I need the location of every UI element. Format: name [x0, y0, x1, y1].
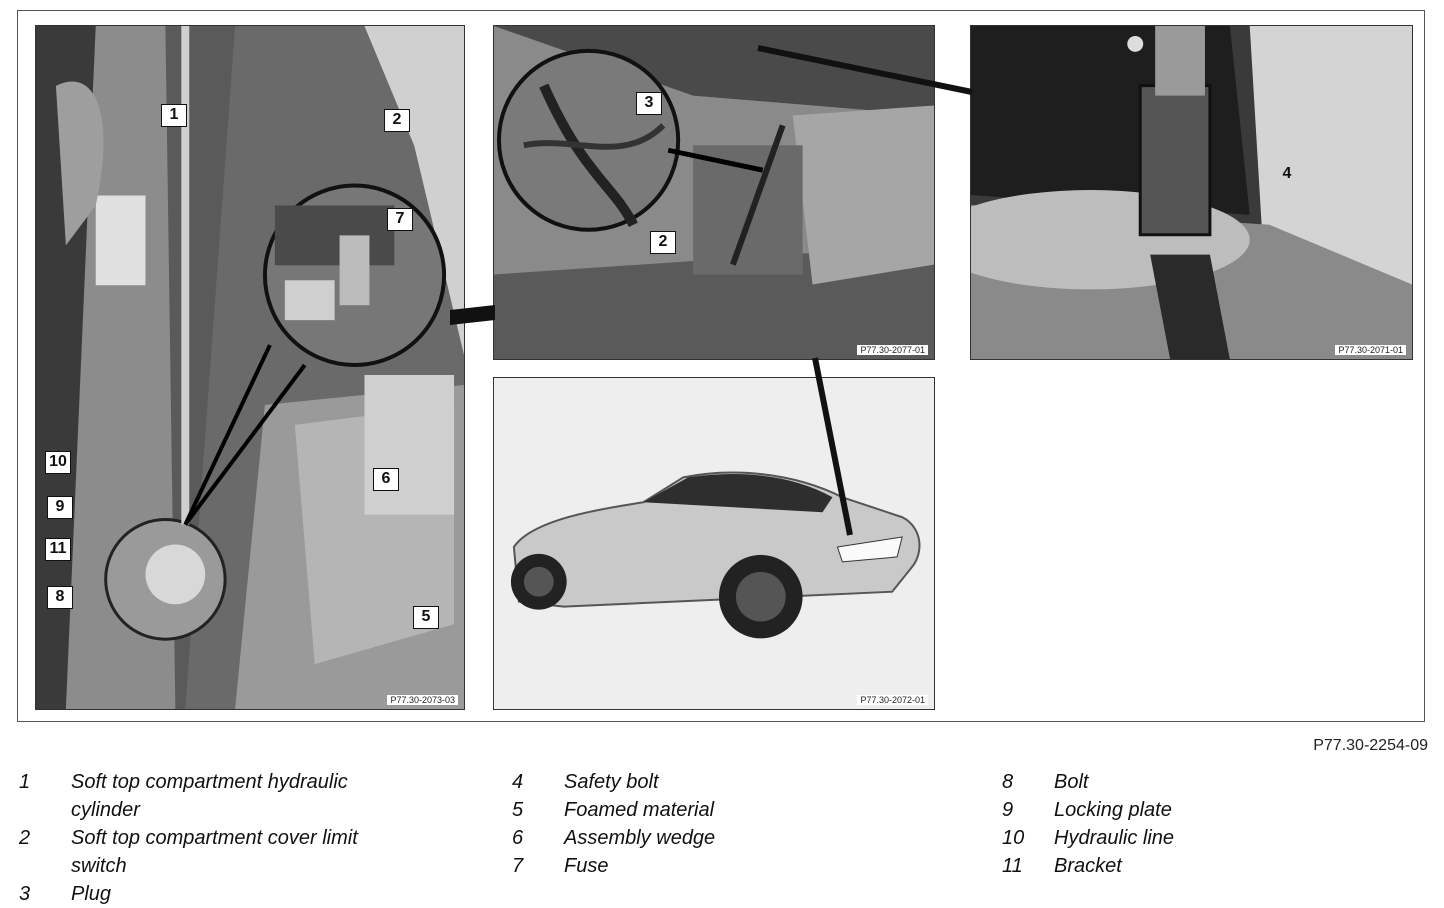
callout-9: 9 [47, 496, 73, 519]
photo-code: P77.30-2073-03 [387, 695, 458, 705]
legend-item: 5 Foamed material [512, 799, 715, 821]
legend-item: 2 Soft top compartment cover limit switch [19, 827, 358, 877]
callout-6: 6 [373, 468, 399, 491]
legend-item: 6 Assembly wedge [512, 827, 716, 849]
photo-car-image [494, 378, 934, 709]
legend-item: 1 Soft top compartment hydraulic cylinder [19, 771, 348, 821]
photo-car [493, 377, 935, 710]
callout-3: 3 [636, 92, 662, 115]
callout-2b: 2 [650, 231, 676, 254]
legend-item: 3 Plug [19, 883, 112, 905]
photo-code: P77.30-2071-01 [1335, 345, 1406, 355]
photo-code: P77.30-2077-01 [857, 345, 928, 355]
photo-trunk-wiring-image [494, 26, 934, 359]
callout-7: 7 [387, 208, 413, 231]
figure-code: P77.30-2254-09 [1313, 737, 1428, 754]
callout-11: 11 [45, 538, 71, 561]
callout-5: 5 [413, 606, 439, 629]
legend-item: 9 Locking plate [1002, 799, 1172, 821]
photo-code: P77.30-2072-01 [857, 695, 928, 705]
legend-item: 4 Safety bolt [512, 771, 659, 793]
legend-item: 11 Bracket [1002, 855, 1122, 877]
callout-4: 4 [1282, 165, 1292, 182]
legend-col-1 [19, 768, 439, 908]
callout-8: 8 [47, 586, 73, 609]
legend-col-2 [512, 768, 912, 880]
legend-item: 10 Hydraulic line [1002, 827, 1175, 849]
callout-2: 2 [384, 109, 410, 132]
photo-safety-bolt [970, 25, 1413, 360]
photo-trunk-wiring [493, 25, 935, 360]
legend-item: 7 Fuse [512, 855, 609, 877]
legend-col-3 [1002, 768, 1402, 880]
callout-1: 1 [161, 104, 187, 127]
photo-trunk-left [35, 25, 465, 710]
legend-item: 8 Bolt [1002, 771, 1089, 793]
callout-10: 10 [45, 451, 71, 474]
photo-safety-bolt-image [971, 26, 1412, 359]
